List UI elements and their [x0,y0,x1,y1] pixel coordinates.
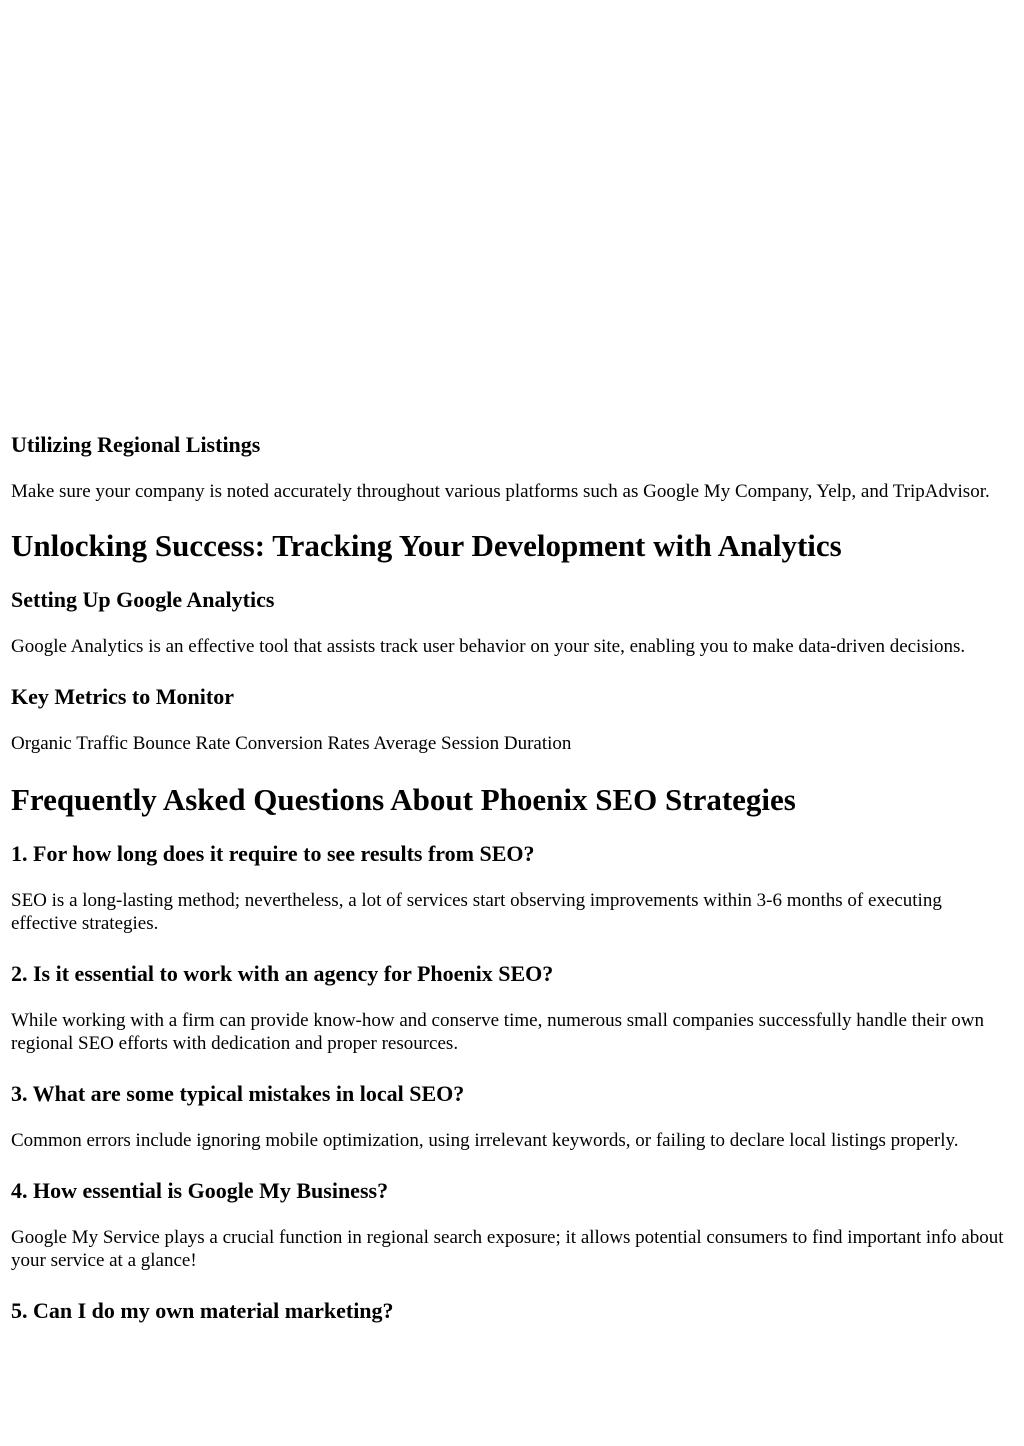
regional-listings-text: Make sure your company is noted accurately throughout various platforms such as Google My Company, Yelp, and TripAdvisor. [11,481,990,502]
faq-answer: Google My Service plays a crucial function in regional search exposure; it allows potential consumers to find important info about your service at a glance! [11,1227,1004,1271]
faq-heading: Frequently Asked Questions About Phoenix SEO Strategies [11,782,796,817]
faq-question: 1. For how long does it require to see results from SEO? [11,841,535,866]
blank-area [11,0,1011,432]
metrics-text: Organic Traffic Bounce Rate Conversion Rates Average Session Duration [11,733,572,754]
faq-question: 3. What are some typical mistakes in local SEO? [11,1081,465,1106]
regional-listings-heading: Utilizing Regional Listings [11,432,261,457]
analytics-setup-text: Google Analytics is an effective tool that assists track user behavior on your site, enabling you to make data-driven decisions. [11,636,966,657]
metrics-heading: Key Metrics to Monitor [11,684,234,709]
faq-answer: SEO is a long-lasting method; nevertheless, a lot of services start observing improvements within 3-6 months of executing effective strategies. [11,890,942,934]
analytics-heading: Unlocking Success: Tracking Your Development with Analytics [11,528,842,563]
faq-question: 5. Can I do my own material marketing? [11,1298,394,1323]
faq-answer: Common errors include ignoring mobile optimization, using irrelevant keywords, or failing to declare local listings properly. [11,1130,959,1151]
faq-question: 2. Is it essential to work with an agency for Phoenix SEO? [11,961,554,986]
document-page [11,0,1011,1324]
faq-answer: While working with a firm can provide know-how and conserve time, numerous small companies successfully handle their own regional SEO efforts with dedication and proper resources. [11,1010,984,1054]
faq-question: 4. How essential is Google My Business? [11,1178,389,1203]
analytics-setup-heading: Setting Up Google Analytics [11,587,275,612]
